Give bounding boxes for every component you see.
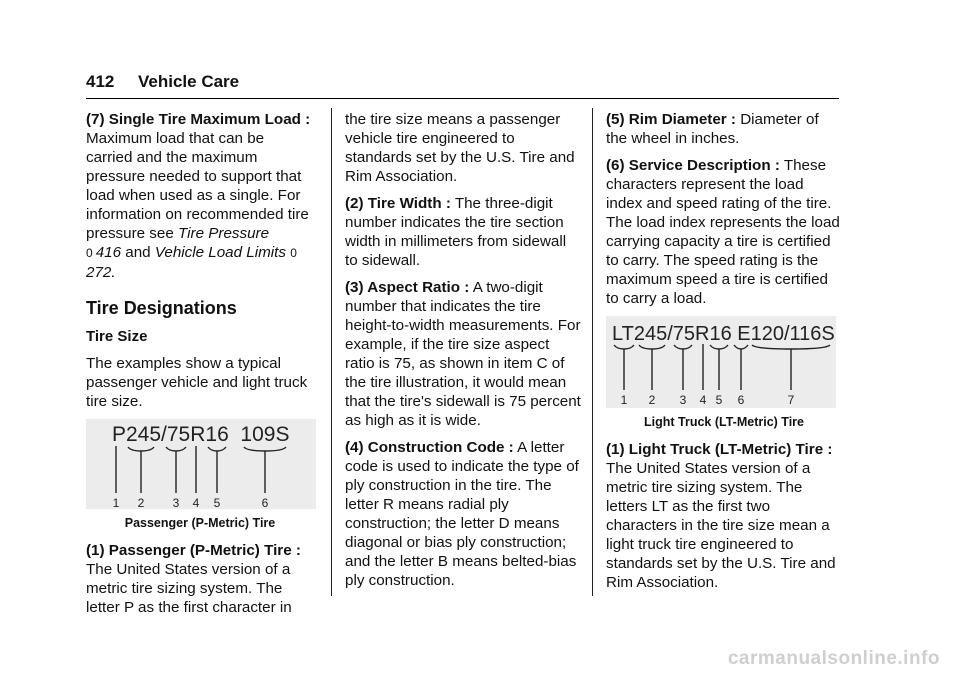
page-ref-icon: 0 — [290, 246, 297, 260]
tire-pressure-page[interactable]: 416 — [95, 244, 122, 261]
tire-size-subheading: Tire Size — [86, 328, 148, 345]
column-3 — [606, 110, 842, 600]
leader-bracket — [710, 345, 728, 349]
construction-code-para — [345, 438, 581, 590]
leader-bracket — [752, 345, 830, 349]
intro-para: The examples show a typical passenger vehicle and light truck tire size. — [86, 355, 308, 410]
leader-bracket — [734, 345, 748, 349]
service-description-heading: (6) Service Description : — [606, 157, 780, 174]
callout-1: 1 — [620, 393, 628, 407]
vehicle-load-link[interactable]: Vehicle Load Limits — [154, 244, 286, 261]
light-truck-text: The United States version of a metric tire sizing system. The letters LT as the first two characters in the tire size mean a light truck tire engineered to standards set by the U.S. Tire and Rim Association. — [606, 460, 836, 591]
column-2 — [345, 110, 581, 598]
callout-2: 2 — [648, 393, 656, 407]
leader-bracket — [614, 345, 634, 349]
leader-bracket — [674, 345, 692, 349]
passenger-tire-caption: Passenger (P-Metric) Tire — [124, 516, 276, 530]
service-description-text: These characters represent the load index and speed rating of the tire. The load index represents the load carrying capacity a tire is certified to carry. The speed rating is the maximum speed a tire is certified to carry a load. — [606, 157, 840, 307]
passenger-tire-figure — [86, 419, 316, 509]
rim-diameter-heading: (5) Rim Diameter : — [606, 111, 736, 128]
callout-6: 6 — [737, 393, 745, 407]
callout-5: 5 — [213, 496, 221, 509]
continued-para: the tire size means a passenger vehicle tire engineered to standards set by the U.S. Tire and Rim Association. — [345, 111, 575, 185]
callout-2: 2 — [137, 496, 145, 509]
tire-code-text: P245/75R16 109S — [112, 423, 290, 446]
header-rule — [86, 98, 839, 99]
single-max-load-para — [86, 110, 314, 282]
light-truck-tire-diagram — [606, 316, 836, 408]
tire-width-heading: (2) Tire Width : — [345, 195, 451, 212]
watermark: carmanualsonline.info — [727, 648, 940, 669]
callout-7: 7 — [787, 393, 795, 407]
passenger-text: The United States version of a metric tire sizing system. The letter P as the first character in — [86, 561, 292, 616]
aspect-ratio-heading: (3) Aspect Ratio : — [345, 279, 470, 296]
callout-3: 3 — [172, 496, 180, 509]
passenger-heading: (1) Passenger (P-Metric) Tire : — [86, 542, 301, 559]
light-truck-heading: (1) Light Truck (LT-Metric) Tire : — [606, 441, 833, 458]
tire-width-para — [345, 194, 581, 270]
page-number: 412 — [86, 72, 115, 91]
service-description-para — [606, 156, 842, 308]
page-ref-icon: 0 — [86, 246, 93, 260]
leader-bracket — [639, 345, 665, 349]
leader-bracket — [166, 447, 186, 451]
passenger-tire-diagram — [86, 419, 316, 509]
column-1 — [86, 110, 314, 625]
construction-code-text: A letter code is used to indicate the type of ply construction in the tire. The letter R means radial ply construction; the letter D means diagonal or bias ply construction; and the letter B means belted-bias ply construction. — [345, 439, 579, 589]
vehicle-load-page[interactable]: 272. — [86, 264, 116, 281]
callout-1: 1 — [112, 496, 120, 509]
section-title: Vehicle Care — [138, 72, 240, 91]
tire-code-text: LT245/75R16 E120/116S — [612, 323, 835, 345]
light-truck-para — [606, 440, 842, 592]
callout-4: 4 — [192, 496, 200, 509]
callout-5: 5 — [715, 393, 723, 407]
leader-bracket — [208, 447, 226, 451]
column-divider-2 — [592, 108, 593, 596]
tire-designations-heading: Tire Designations — [86, 298, 237, 318]
page-header — [86, 72, 239, 92]
tire-pressure-link[interactable]: Tire Pressure — [178, 225, 270, 242]
leader-lines — [614, 344, 830, 390]
leader-lines — [116, 446, 286, 493]
single-max-heading: (7) Single Tire Maximum Load : — [86, 111, 311, 128]
tire-width-text: The three-digit number indicates the tire section width in millimeters from sidewall to sidewall. — [345, 195, 567, 269]
rim-diameter-para — [606, 110, 842, 148]
single-max-text: Maximum load that can be carried and the maximum pressure needed to support that load when used as a single. For information on recommended tire pressure see — [86, 130, 309, 242]
light-truck-tire-figure — [606, 316, 836, 408]
callout-3: 3 — [679, 393, 687, 407]
and-text: and — [121, 244, 155, 261]
callout-4: 4 — [699, 393, 707, 407]
aspect-ratio-para — [345, 278, 581, 430]
callout-6: 6 — [261, 496, 269, 509]
aspect-ratio-text: A two-digit number that indicates the tire height-to-width measurements. For example, if the tire size aspect ratio is 75, as shown in item C of the tire illustration, it would mean that the tire's sidewall is 75 percent as high as it is wide. — [345, 279, 581, 429]
passenger-para — [86, 541, 314, 617]
leader-bracket — [128, 447, 154, 451]
rim-diameter-text: Diameter of the wheel in inches. — [606, 111, 819, 147]
leader-bracket — [244, 447, 286, 451]
light-truck-tire-caption: Light Truck (LT-Metric) Tire — [644, 415, 804, 429]
column-divider-1 — [331, 108, 332, 596]
construction-code-heading: (4) Construction Code : — [345, 439, 514, 456]
